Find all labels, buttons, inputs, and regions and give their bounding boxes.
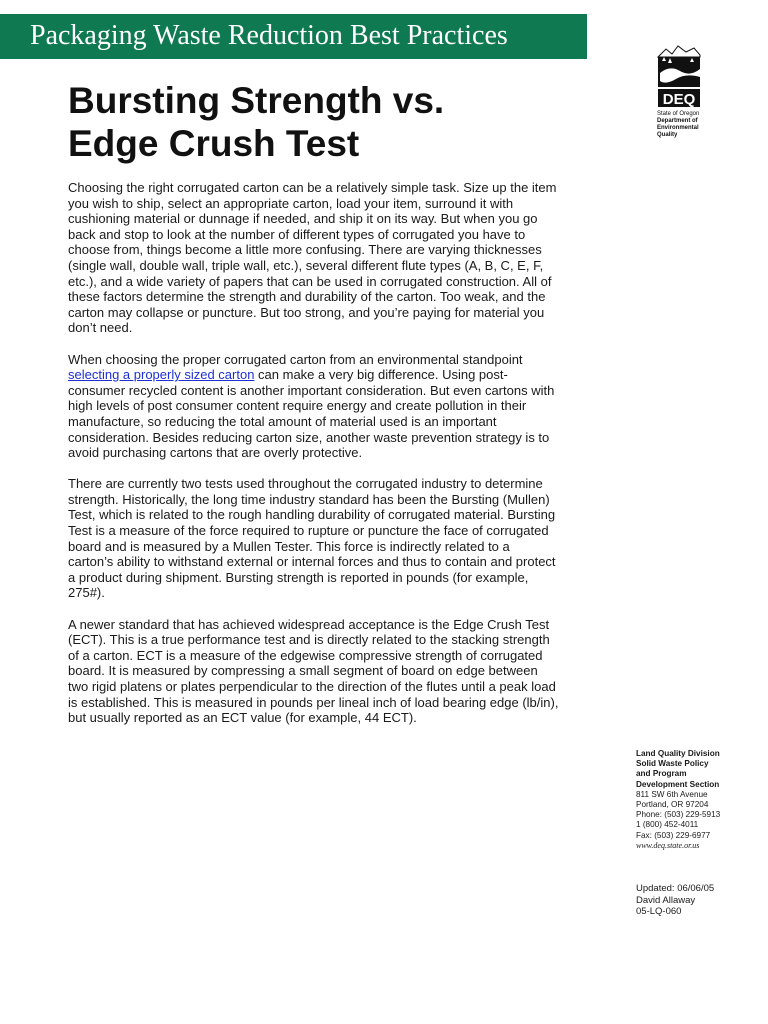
logo-caption-env: Environmental xyxy=(657,125,699,131)
page-title xyxy=(68,79,568,165)
logo-caption-state: State of Oregon xyxy=(657,111,700,117)
paragraph-line: 275#). xyxy=(68,585,105,601)
paragraph-3 xyxy=(68,476,598,601)
update-info xyxy=(636,883,714,918)
banner-title: Packaging Waste Reduction Best Practices xyxy=(30,20,508,51)
paragraph-1 xyxy=(68,180,598,336)
paragraph-line: but usually reported as an ECT value (for example, 44 ECT). xyxy=(68,710,417,726)
author-name: David Allaway xyxy=(636,894,696,906)
paragraph-line: strength. Historically, the long time industry standard has been the Bursting (Mullen) xyxy=(68,491,550,507)
paragraph-line: these factors determine the strength and durability of the carton. Too weak, and the xyxy=(68,289,546,305)
page-title-line-1: Bursting Strength vs. xyxy=(68,80,445,121)
paragraph-line: carton may collapse or puncture. But too strong, and you’re paying for material you xyxy=(68,304,545,320)
address-line: Portland, OR 97204 xyxy=(636,800,709,810)
paragraph-line: Choosing the right corrugated carton can be a relatively simple task. Size up the item xyxy=(68,180,557,195)
paragraph-line: don’t need. xyxy=(68,320,133,336)
deq-logo xyxy=(656,43,716,143)
paragraph-line: board. It is measured by compressing a small segment of board on edge between xyxy=(68,663,538,679)
paragraph-line: (ECT). This is a true performance test and is directly related to the stacking strength xyxy=(68,632,550,648)
paragraph-line: There are currently two tests used throughout the corrugated industry to determine xyxy=(68,476,543,492)
logo-caption xyxy=(657,111,699,139)
division-line: Land Quality Division xyxy=(636,749,720,758)
paragraph-line: cushioning material or dunnage if needed, and ship it on its way. But when you go xyxy=(68,211,538,227)
division-line: Solid Waste Policy xyxy=(636,759,709,769)
paragraph-4 xyxy=(68,617,598,726)
logo-caption-dept: Department of xyxy=(657,118,698,124)
paragraph-line: Test, which is related to the rough handling durability of corrugated material. Bursting xyxy=(68,507,556,523)
paragraph-line: of a carton. ECT is a measure of the edgewise compressive strength of corrugated xyxy=(68,647,543,663)
phone-line: 1 (800) 452-4011 xyxy=(636,820,699,830)
paragraph-2 xyxy=(68,352,598,461)
paragraph-line: two rigid platens or plates perpendicular to the direction of the flutes until a peak load xyxy=(68,679,556,694)
logo-caption-quality: Quality xyxy=(657,132,678,138)
paragraph-line: carton’s ability to withstand external or internal forces and thus to contain and protect xyxy=(68,554,556,570)
division-line: and Program xyxy=(636,769,687,779)
properly-sized-carton-link[interactable]: selecting a properly sized carton xyxy=(68,367,255,383)
paragraph-line-rest: can make a very big difference. Using post- xyxy=(254,367,508,383)
paragraph-line: avoid purchasing cartons that are overly protective. xyxy=(68,445,363,461)
division-line: Development Section xyxy=(636,779,720,789)
phone-line: Phone: (503) 229-5913 xyxy=(636,810,721,820)
header-banner xyxy=(0,14,587,59)
paragraph-line: A newer standard that has achieved widespread acceptance is the Edge Crush Test xyxy=(68,616,550,632)
website-link[interactable]: www.deq.state.or.us xyxy=(636,840,700,850)
deq-wordmark: DEQ xyxy=(662,91,696,108)
paragraph-line: consumer recycled content is another important consideration. But even cartons with xyxy=(68,382,555,398)
paragraph-line: etc.), and a wide variety of papers that can be used in corrugated construction. All of xyxy=(68,273,552,289)
paragraph-line: board and is measured by a Mullen Tester. This force is indirectly related to a xyxy=(68,538,510,554)
article-body xyxy=(68,180,598,741)
fax-line: Fax: (503) 229-6977 xyxy=(636,830,711,840)
paragraph-line: high levels of post consumer content require energy and create pollution in their xyxy=(68,398,527,414)
paragraph-line: manufacture, so reducing the total amount of material used is an important xyxy=(68,413,497,429)
paragraph-line: consideration. Besides reducing carton size, another waste prevention strategy is to xyxy=(68,429,550,445)
paragraph-line: back and stop to look at the number of different types of corrugated you have to xyxy=(68,226,526,242)
paragraph-line: When choosing the proper corrugated carton from an environmental standpoint xyxy=(68,351,523,367)
paragraph-line: you wish to ship, select an appropriate carton, load your item, surround it with xyxy=(68,195,514,211)
deq-logo-icon xyxy=(656,43,702,109)
document-number: 05-LQ-060 xyxy=(636,906,682,917)
updated-date: Updated: 06/06/05 xyxy=(636,883,715,894)
paragraph-line: is established. This is measured in pounds per lineal inch of load bearing edge (lb/in), xyxy=(68,694,559,710)
paragraph-line: Test is a measure of the force required to rupture or puncture the face of corrugated xyxy=(68,523,549,539)
paragraph-line: (single wall, double wall, triple wall, etc.), several different flute types (A, B, C, E, F, xyxy=(68,257,544,273)
paragraph-line-with-link xyxy=(68,367,598,383)
address-line: 811 SW 6th Avenue xyxy=(636,789,708,799)
page-title-line-2: Edge Crush Test xyxy=(68,123,360,164)
paragraph-line: choose from, things become a little more confusing. There are varying thicknesses xyxy=(68,242,542,258)
paragraph-line: a product during shipment. Bursting strength is reported in pounds (for example, xyxy=(68,569,529,585)
contact-sidebar xyxy=(636,749,756,851)
